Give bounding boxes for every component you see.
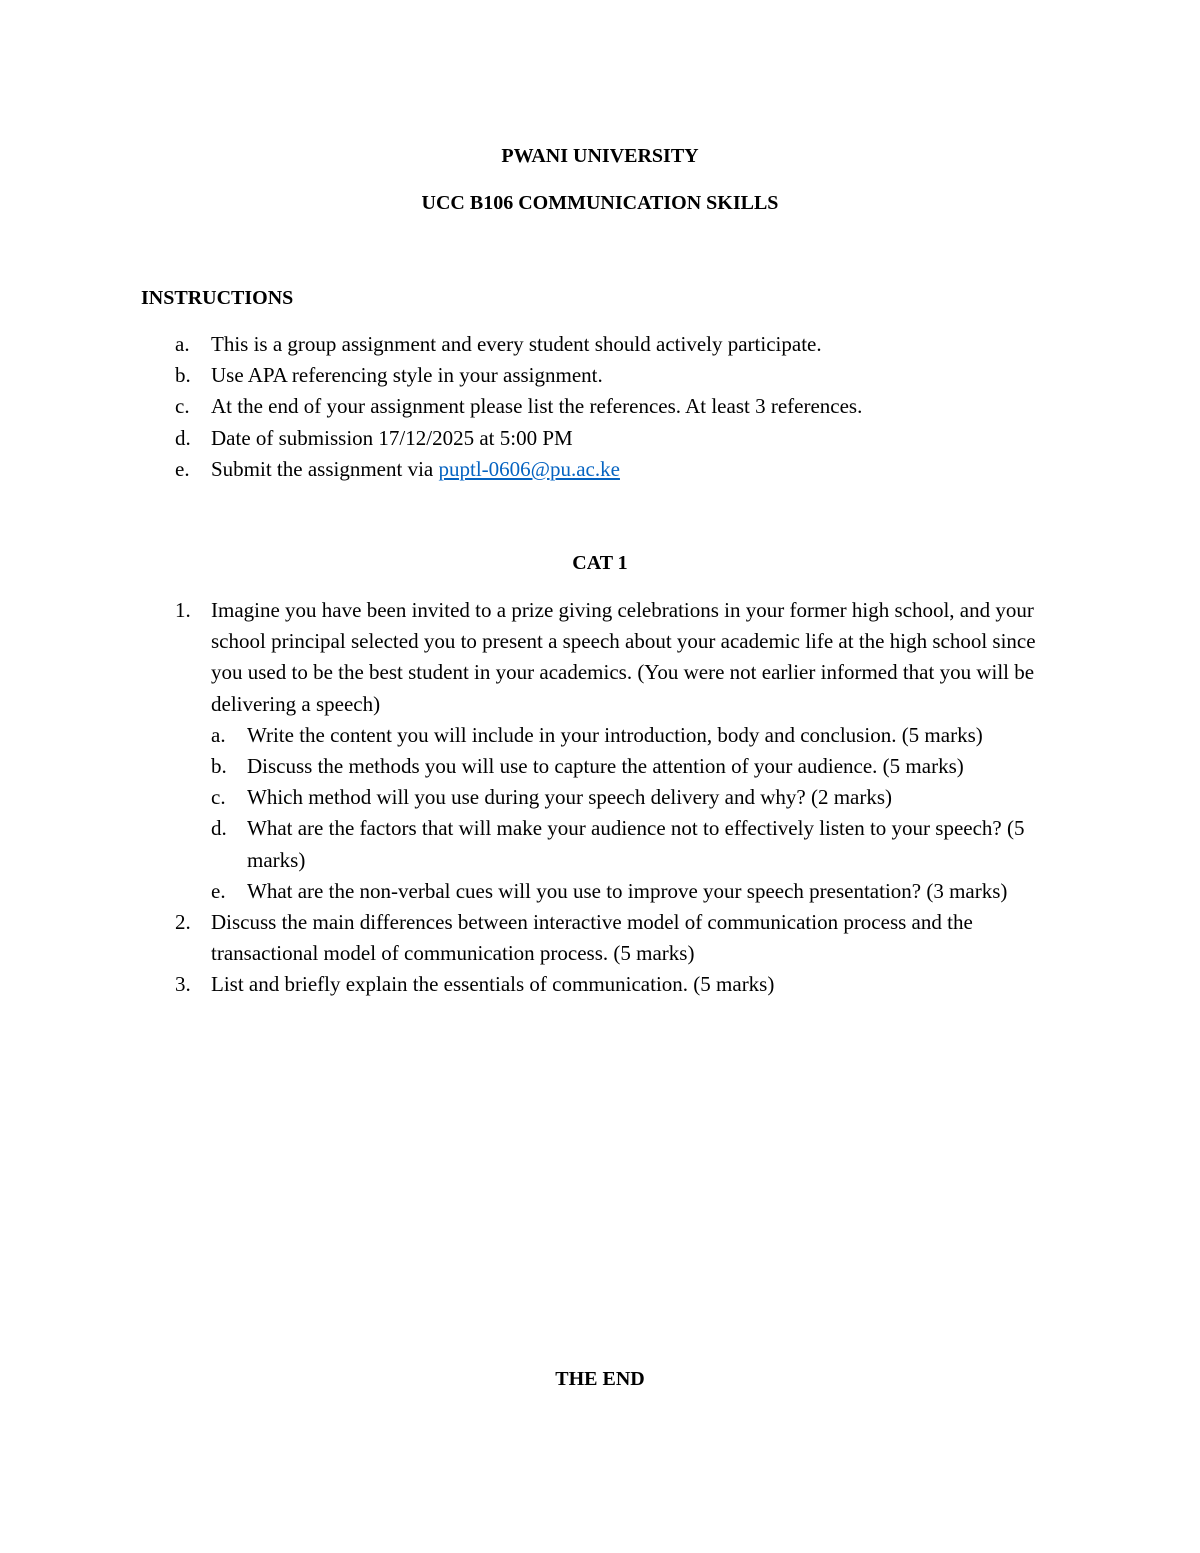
subquestion-marker: d. <box>211 816 227 841</box>
end-heading: THE END <box>555 1368 645 1390</box>
question-number: 2. <box>175 910 191 935</box>
question-text: List and briefly explain the essentials of communication. (5 marks) <box>211 972 775 997</box>
question-number: 3. <box>175 972 191 997</box>
questions-list <box>0 595 1200 1001</box>
subquestion-marker: b. <box>211 754 227 779</box>
question-text: Discuss the main differences between interactive model of communication process and the transactional model of communication process. (5 marks) <box>211 910 973 966</box>
instructions-list <box>0 329 1200 485</box>
subquestion-text: Write the content you will include in your introduction, body and conclusion. (5 marks) <box>247 722 983 747</box>
question-text: Imagine you have been invited to a prize giving celebrations in your former high school, and your school principal selected you to present a speech about your academic life at the high school since you used to be the best student in your academics. (You were not earlier informed that you will be delivering a speech) <box>211 598 1036 716</box>
question-item <box>0 907 1200 969</box>
list-marker: c. <box>175 394 190 419</box>
list-marker: b. <box>175 363 191 388</box>
submit-label: Submit the assignment via <box>211 456 439 481</box>
subquestion-item <box>0 751 1200 782</box>
subquestion-text: What are the factors that will make your audience not to effectively listen to your speech? (5 marks) <box>247 816 1025 872</box>
subquestion-text: Which method will you use during your speech delivery and why? (2 marks) <box>247 785 893 810</box>
subquestion-marker: a. <box>211 722 226 747</box>
list-item <box>0 360 1200 391</box>
list-item <box>0 454 1200 485</box>
list-marker: e. <box>175 456 190 481</box>
list-marker: d. <box>175 425 191 450</box>
subquestion-marker: e. <box>211 878 226 903</box>
course-title: UCC B106 COMMUNICATION SKILLS <box>421 192 779 214</box>
question-number: 1. <box>175 598 191 622</box>
question-item <box>0 969 1200 1000</box>
list-item <box>0 423 1200 454</box>
list-marker: a. <box>175 332 190 356</box>
instruction-text: Date of submission 17/12/2025 at 5:00 PM <box>211 425 573 450</box>
subquestion-text: Discuss the methods you will use to capture the attention of your audience. (5 marks) <box>247 754 964 779</box>
list-item <box>0 391 1200 422</box>
subquestion-item <box>0 782 1200 813</box>
university-title: PWANI UNIVERSITY <box>501 145 699 167</box>
instruction-text: This is a group assignment and every student should actively participate. <box>211 332 822 356</box>
instruction-text: Use APA referencing style in your assignment. <box>211 363 603 388</box>
question-item <box>0 595 1200 720</box>
subquestion-marker: c. <box>211 785 226 810</box>
instruction-text: At the end of your assignment please list the references. At least 3 references. <box>211 394 863 419</box>
cat-heading: CAT 1 <box>572 552 628 574</box>
list-item <box>0 329 1200 360</box>
email-link[interactable]: puptl-0606@pu.ac.ke <box>438 456 620 481</box>
subquestion-item <box>0 813 1200 875</box>
instruction-text <box>211 454 1091 485</box>
subquestion-item <box>0 720 1200 751</box>
subquestion-text: What are the non-verbal cues will you use to improve your speech presentation? (3 marks) <box>247 878 1008 903</box>
subquestion-item <box>0 876 1200 907</box>
instructions-heading: INSTRUCTIONS <box>141 287 294 309</box>
